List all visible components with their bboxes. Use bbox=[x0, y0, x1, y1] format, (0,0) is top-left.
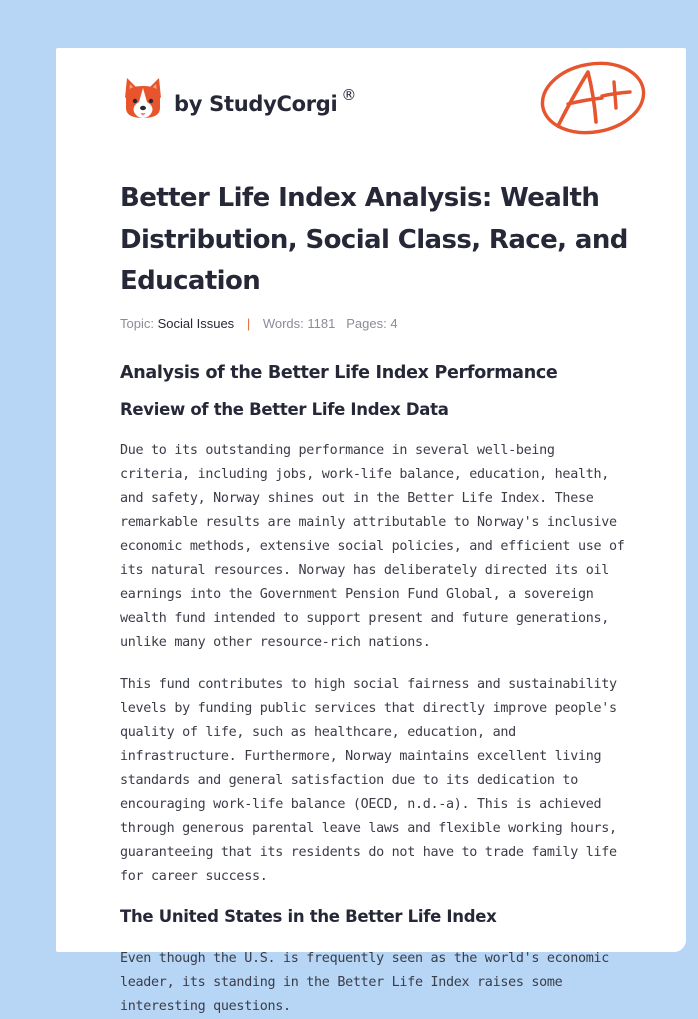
sub-heading-review: Review of the Better Life Index Data bbox=[120, 399, 449, 419]
topic-label: Topic: bbox=[120, 315, 154, 331]
topic-link[interactable]: Social Issues bbox=[157, 315, 235, 331]
article-title: Better Life Index Analysis: Wealth Distribution, Social Class, Race, and Education bbox=[120, 183, 628, 296]
document-card bbox=[56, 48, 686, 1014]
pages-label: Pages: bbox=[346, 315, 387, 331]
a-plus-badge-icon bbox=[538, 58, 650, 140]
paragraph-3: Even though the U.S. is frequently seen as the world's economic leader, its standing in the Better Life Index raises some interesting questions. bbox=[120, 950, 609, 1014]
meta-separator: | bbox=[246, 315, 251, 331]
article-meta bbox=[120, 316, 630, 334]
paragraph-1: Due to its outstanding performance in several well-being criteria, including jobs, work-life balance, education, health, and safety, Norway shines out in the Better Life Index. These remarkable results are mainly attributable to Norway's inclusive economic methods, extensive social policies, and efficient use of its natural resources. Norway has deliberately directed its oil earnings into the Government Pension Fund Global, a sovereign wealth fund intended to support present and future generations, unlike many other resource-rich nations. bbox=[120, 442, 625, 650]
studycorgi-logo[interactable] bbox=[122, 74, 356, 124]
words-label: Words: bbox=[262, 315, 304, 331]
corgi-icon bbox=[122, 76, 164, 122]
section-heading: Analysis of the Better Life Index Performance bbox=[120, 362, 558, 383]
paragraph-2: This fund contributes to high social fairness and sustainability levels by funding public services that directly improve people's quality of life, such as healthcare, education, and infrastructure. Furthermore, Norway maintains excellent living standards and general satisfaction due to its dedication to encouraging work-life balance (OECD, n.d.-a). This is achieved through generous parental leave laws and flexible working hours, guaranteeing that its residents do not have to trade family life for career success. bbox=[120, 676, 617, 884]
article-content bbox=[120, 178, 630, 1019]
words-value: 1181 bbox=[307, 315, 336, 331]
pages-value: 4 bbox=[390, 315, 398, 331]
registered-mark: ® bbox=[341, 86, 357, 104]
sub-heading-united-states: The United States in the Better Life Index bbox=[120, 906, 497, 926]
brand-name: by StudyCorgi ® bbox=[174, 86, 357, 116]
